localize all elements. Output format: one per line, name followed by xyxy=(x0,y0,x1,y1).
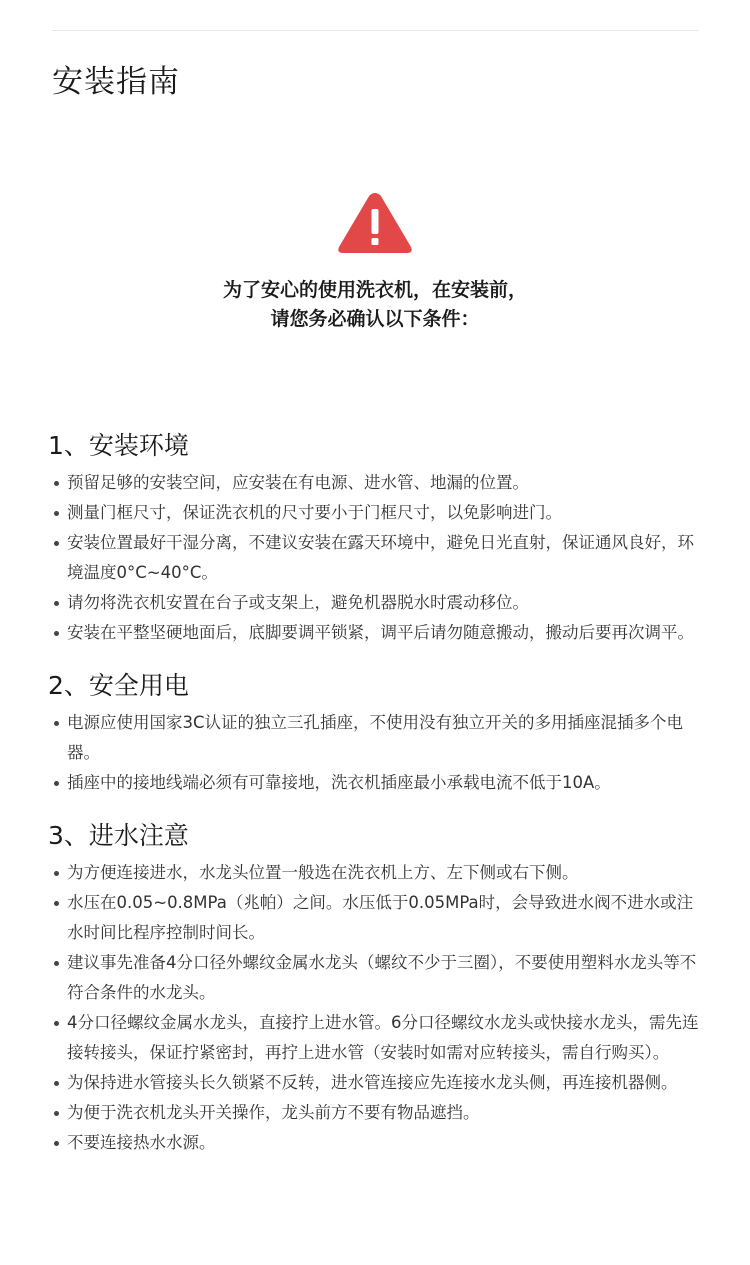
list-item xyxy=(48,1128,708,1158)
list-item xyxy=(48,768,708,798)
list-item xyxy=(48,1068,708,1098)
list-item-text: 请勿将洗衣机安置在台子或支架上，避免机器脱水时震动移位。 xyxy=(67,593,529,612)
warning-triangle-icon xyxy=(335,189,415,257)
list-item xyxy=(48,618,708,648)
top-divider xyxy=(52,30,698,31)
list-item-text: 插座中的接地线端必须有可靠接地，洗衣机插座最小承载电流不低于10A。 xyxy=(67,773,611,792)
list-item xyxy=(48,888,708,948)
list-item xyxy=(48,1098,708,1128)
section-list xyxy=(48,468,708,648)
list-item-text: 安装在平整坚硬地面后，底脚要调平锁紧，调平后请勿随意搬动，搬动后要再次调平。 xyxy=(67,623,694,642)
list-item xyxy=(48,1008,708,1068)
section-title: 2、安全用电 xyxy=(48,671,189,700)
section-title: 3、进水注意 xyxy=(48,821,189,850)
list-item-text: 建议事先准备4分口径外螺纹金属水龙头（螺纹不少于三圈），不要使用塑料水龙头等不符合条件的水龙头。 xyxy=(67,953,697,1002)
safety-notice xyxy=(0,276,750,334)
list-item-text: 不要连接热水水源。 xyxy=(67,1133,216,1152)
list-item-text: 为便于洗衣机龙头开关操作，龙头前方不要有物品遮挡。 xyxy=(67,1103,480,1122)
section-list xyxy=(48,858,708,1158)
list-item-text: 预留足够的安装空间，应安装在有电源、进水管、地漏的位置。 xyxy=(67,473,529,492)
list-item xyxy=(48,468,708,498)
list-item-text: 水压在0.05~0.8MPa（兆帕）之间。水压低于0.05MPa时，会导致进水阀不进水或注水时间比程序控制时间长。 xyxy=(67,893,694,942)
guide-sections xyxy=(48,428,708,1158)
list-item xyxy=(48,708,708,768)
list-item xyxy=(48,858,708,888)
list-item xyxy=(48,948,708,1008)
list-item-text: 为方便连接进水，水龙头位置一般选在洗衣机上方、左下侧或右下侧。 xyxy=(67,863,579,882)
list-item-text: 为保持进水管接头长久锁紧不反转，进水管连接应先连接水龙头侧，再连接机器侧。 xyxy=(67,1073,678,1092)
list-item-text: 测量门框尺寸，保证洗衣机的尺寸要小于门框尺寸，以免影响进门。 xyxy=(67,503,562,522)
list-item xyxy=(48,528,708,588)
notice-line-2: 请您务必确认以下条件： xyxy=(270,308,480,330)
list-item-text: 电源应使用国家3C认证的独立三孔插座，不使用没有独立开关的多用插座混插多个电器。 xyxy=(67,713,684,762)
page-title: 安装指南 xyxy=(52,64,180,100)
section-electrical-safety xyxy=(48,668,708,798)
list-item xyxy=(48,498,708,528)
list-item-text: 安装位置最好干湿分离，不建议安装在露天环境中，避免日光直射，保证通风良好，环境温度0°C~40°C。 xyxy=(67,533,694,582)
list-item xyxy=(48,588,708,618)
notice-line-1: 为了安心的使用洗衣机，在安装前， xyxy=(222,279,527,301)
list-item-text: 4分口径螺纹金属水龙头，直接拧上进水管。6分口径螺纹水龙头或快接水龙头，需先连接转接头，保证拧紧密封，再拧上进水管（安装时如需对应转接头，需自行购买）。 xyxy=(67,1013,699,1062)
section-installation-environment xyxy=(48,428,708,648)
section-list xyxy=(48,708,708,798)
section-water-inlet xyxy=(48,818,708,1158)
section-title: 1、安装环境 xyxy=(48,431,189,460)
